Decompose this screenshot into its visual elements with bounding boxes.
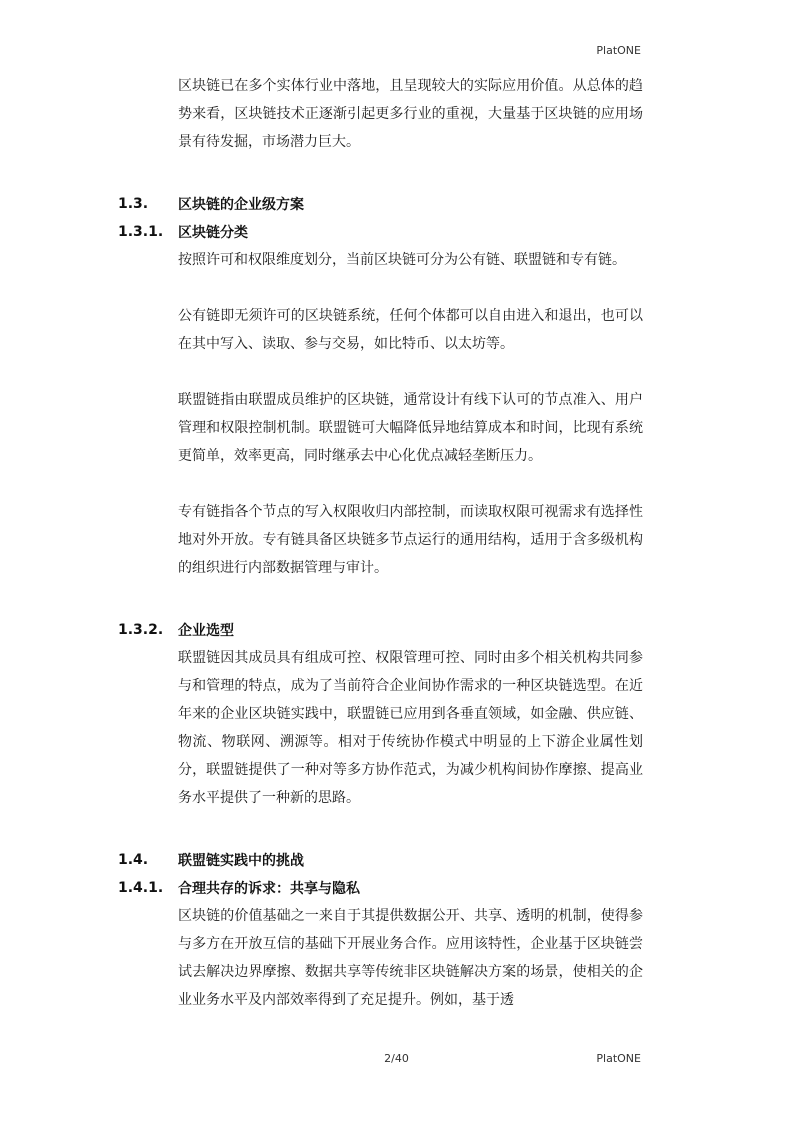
heading-title: 区块链分类 (178, 225, 248, 241)
paragraph-private-chain: 专有链指各个节点的写入权限收归内部控制，而读取权限可视需求有选择性地对外开放。专有链具备区块链多节点运行的通用结构，适用于含多级机构的组织进行内部数据管理与审计。 (178, 504, 643, 576)
page-number: 2/40 (384, 1052, 409, 1065)
intro-paragraph: 区块链已在多个实体行业中落地，且呈现较大的实际应用价值。从总体的趋势来看，区块链技术正逐渐引起更多行业的重视，大量基于区块链的应用场景有待发掘，市场潜力巨大。 (178, 78, 643, 150)
heading-title: 区块链的企业级方案 (178, 197, 304, 213)
heading-title: 合理共存的诉求：共享与隐私 (178, 881, 360, 897)
heading-number: 1.4.1. (118, 880, 164, 896)
paragraph-classification: 按照许可和权限维度划分，当前区块链可分为公有链、联盟链和专有链。 (178, 252, 626, 268)
paragraph-public-chain: 公有链即无须许可的区块链系统，任何个体都可以自由进入和退出，也可以在其中写入、读取、参与交易，如比特币、以太坊等。 (178, 308, 643, 352)
paragraph-sharing-privacy: 区块链的价值基础之一来自于其提供数据公开、共享、透明的机制，使得参与多方在开放互信的基础下开展业务合作。应用该特性，企业基于区块链尝试去解决边界摩擦、数据共享等传统非区块链解决方案的场景，使相关的企业业务水平及内部效率得到了充足提升。例如，基于透 (178, 908, 643, 1008)
paragraph-enterprise-selection: 联盟链因其成员具有组成可控、权限管理可控、同时由多个相关机构共同参与和管理的特点，成为了当前符合企业间协作需求的一种区块链选型。在近年来的企业区块链实践中，联盟链已应用到各垂直领域，如金融、供应链、物流、物联网、溯源等。相对于传统协作模式中明显的上下游企业属性划分，联盟链提供了一种对等多方协作范式，为减少机构间协作摩擦、提高业务水平提供了一种新的思路。 (178, 650, 643, 806)
heading-1-4 (118, 846, 643, 874)
heading-1-3-1 (118, 218, 643, 246)
paragraph-consortium-chain: 联盟链指由联盟成员维护的区块链，通常设计有线下认可的节点准入、用户管理和权限控制机制。联盟链可大幅降低异地结算成本和时间，比现有系统更简单，效率更高，同时继承去中心化优点减轻垄断压力。 (178, 392, 643, 464)
heading-number: 1.4. (118, 852, 149, 868)
heading-1-3 (118, 190, 643, 218)
footer-brand: PlatONE (596, 1052, 641, 1065)
heading-title: 企业选型 (178, 623, 234, 639)
heading-title: 联盟链实践中的挑战 (178, 853, 304, 869)
heading-number: 1.3.2. (118, 622, 164, 638)
heading-1-4-1 (118, 874, 643, 902)
header-brand: PlatONE (596, 44, 641, 57)
document-body (118, 72, 643, 1014)
heading-number: 1.3.1. (118, 224, 164, 240)
heading-1-3-2 (118, 616, 643, 644)
heading-number: 1.3. (118, 196, 149, 212)
